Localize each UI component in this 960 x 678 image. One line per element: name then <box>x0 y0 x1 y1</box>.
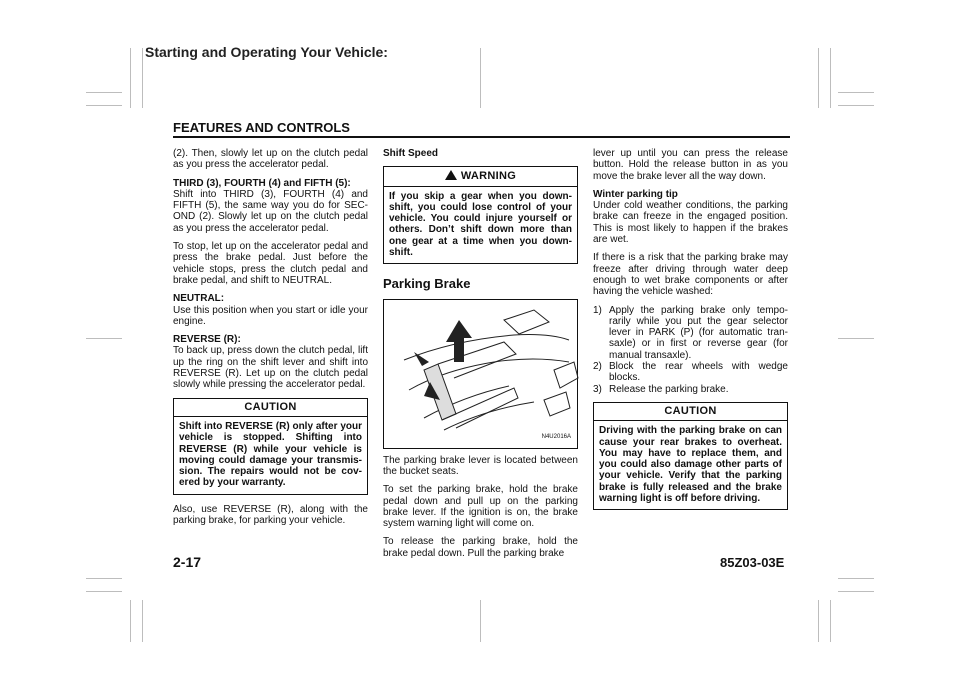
column-right <box>593 148 788 519</box>
crop-mark <box>838 105 874 106</box>
paragraph-text: Under cold weather conditions, the parking brake can freeze in the engaged position. This is most likely to happen if the brakes are wet. <box>593 200 788 246</box>
warning-title-text: WARNING <box>460 170 517 183</box>
column-middle <box>383 148 578 566</box>
step-text: Apply the parking brake only tempo-rarily while you put the gear selector lever in PARK (P) (for automatic tran-saxle) or in first or reverse gear (for manual transaxle). <box>609 304 788 361</box>
paragraph <box>173 178 368 234</box>
paragraph: The parking brake lever is located between the bucket seats. <box>383 454 578 477</box>
list-item <box>593 384 788 395</box>
paragraph: (2). Then, slowly let up on the clutch pedal as you press the accelerator pedal. <box>173 148 368 171</box>
parking-brake-heading: Parking Brake <box>383 276 471 292</box>
crop-mark <box>142 600 143 642</box>
paragraph <box>173 334 368 390</box>
crop-mark <box>838 338 874 339</box>
list-item <box>593 305 788 361</box>
paragraph: To stop, let up on the accelerator pedal and press the brake pedal. Just before the vehicle stops, press the clutch pedal and brake pedal, and shift to NEUTRAL. <box>173 241 368 286</box>
list-item <box>593 361 788 384</box>
step-text: Block the rear wheels with wedge blocks. <box>609 361 788 384</box>
subheading: Shift Speed <box>383 148 439 159</box>
steps-list <box>593 305 788 395</box>
figure-code: N4U2016A <box>541 434 571 441</box>
warning-triangle-icon <box>445 170 457 180</box>
caution-text: Shift into REVERSE (R) only after your vehicle is stopped. Shifting into REVERSE (R) while your vehicle is moving could damage your transmis-sion. The repairs would not be cov-ered by your warranty. <box>179 420 362 489</box>
crop-mark <box>130 600 131 642</box>
crop-mark <box>86 591 122 592</box>
crop-mark <box>830 48 831 108</box>
crop-mark <box>130 48 131 108</box>
header-rule <box>173 136 790 138</box>
document-title: Starting and Operating Your Vehicle: <box>145 44 388 60</box>
subheading: REVERSE (R): <box>173 334 241 346</box>
page-code: 85Z03-03E <box>720 555 785 570</box>
caution-title: CAUTION <box>174 399 367 417</box>
paragraph: If there is a risk that the parking brake may freeze after driving through water deep enough to wet brake components or after having the vehicle washed: <box>593 252 788 298</box>
crop-mark <box>818 48 819 108</box>
crop-mark <box>480 48 481 108</box>
crop-mark <box>838 92 874 93</box>
warning-box <box>383 166 578 264</box>
subheading: THIRD (3), FOURTH (4) and FIFTH (5): <box>173 177 351 189</box>
crop-mark <box>86 578 122 579</box>
step-number: 3) <box>593 383 602 395</box>
crop-mark <box>480 600 481 642</box>
crop-mark <box>830 600 831 642</box>
crop-mark <box>86 338 122 339</box>
paragraph: To release the parking brake, hold the brake pedal down. Pull the parking brake <box>383 536 578 559</box>
paragraph-text: Use this position when you start or idle your engine. <box>173 304 368 327</box>
step-text: Release the parking brake. <box>609 383 729 395</box>
crop-mark <box>818 600 819 642</box>
page-number: 2-17 <box>173 554 202 570</box>
paragraph-text: To back up, press down the clutch pedal, lift up the ring on the shift lever and shift into REVERSE (R). Let up on the clutch pedal slowly while pressing the accelerator pedal. <box>173 345 368 391</box>
paragraph: To set the parking brake, hold the brake pedal down and pull up on the parking brake lever. If the ignition is on, the brake system warning light will come on. <box>383 484 578 530</box>
subheading: Winter parking tip <box>593 188 678 200</box>
paragraph <box>173 293 368 327</box>
paragraph <box>593 189 788 245</box>
crop-mark <box>86 92 122 93</box>
step-number: 2) <box>593 361 602 373</box>
warning-title <box>384 167 577 186</box>
crop-mark <box>86 105 122 106</box>
section-header: FEATURES AND CONTROLS <box>173 120 350 135</box>
parking-brake-illustration <box>383 299 578 449</box>
caution-box <box>173 398 368 495</box>
step-number: 1) <box>593 304 602 316</box>
crop-mark <box>838 578 874 579</box>
subheading: NEUTRAL: <box>173 293 225 305</box>
crop-mark <box>142 48 143 108</box>
column-left <box>173 148 368 533</box>
warning-text: If you skip a gear when you down-shift, you could lose control of your vehicle. You could injure yourself or others. Don’t shift down more than one gear at a time when you down-shift. <box>389 190 572 259</box>
paragraph: Also, use REVERSE (R), along with the parking brake, for parking your vehicle. <box>173 503 368 527</box>
crop-mark <box>838 591 874 592</box>
paragraph: lever up until you can press the release button. Hold the release button in as you move the brake lever all the way down. <box>593 148 788 182</box>
caution-title: CAUTION <box>594 403 787 421</box>
caution-text: Driving with the parking brake on can cause your rear brakes to overheat. You may have to replace them, and you could also damage other parts of your vehicle. Verify that the parking brake is fully released and the brake warning light is off before driving. <box>599 425 782 505</box>
paragraph-text: Shift into THIRD (3), FOURTH (4) and FIFTH (5), the same way you do for SEC-OND (2). Slowly let up on the clutch pedal as you press the accelerator pedal. <box>173 188 368 234</box>
caution-box <box>593 402 788 510</box>
parking-brake-lever-drawing <box>384 300 579 448</box>
